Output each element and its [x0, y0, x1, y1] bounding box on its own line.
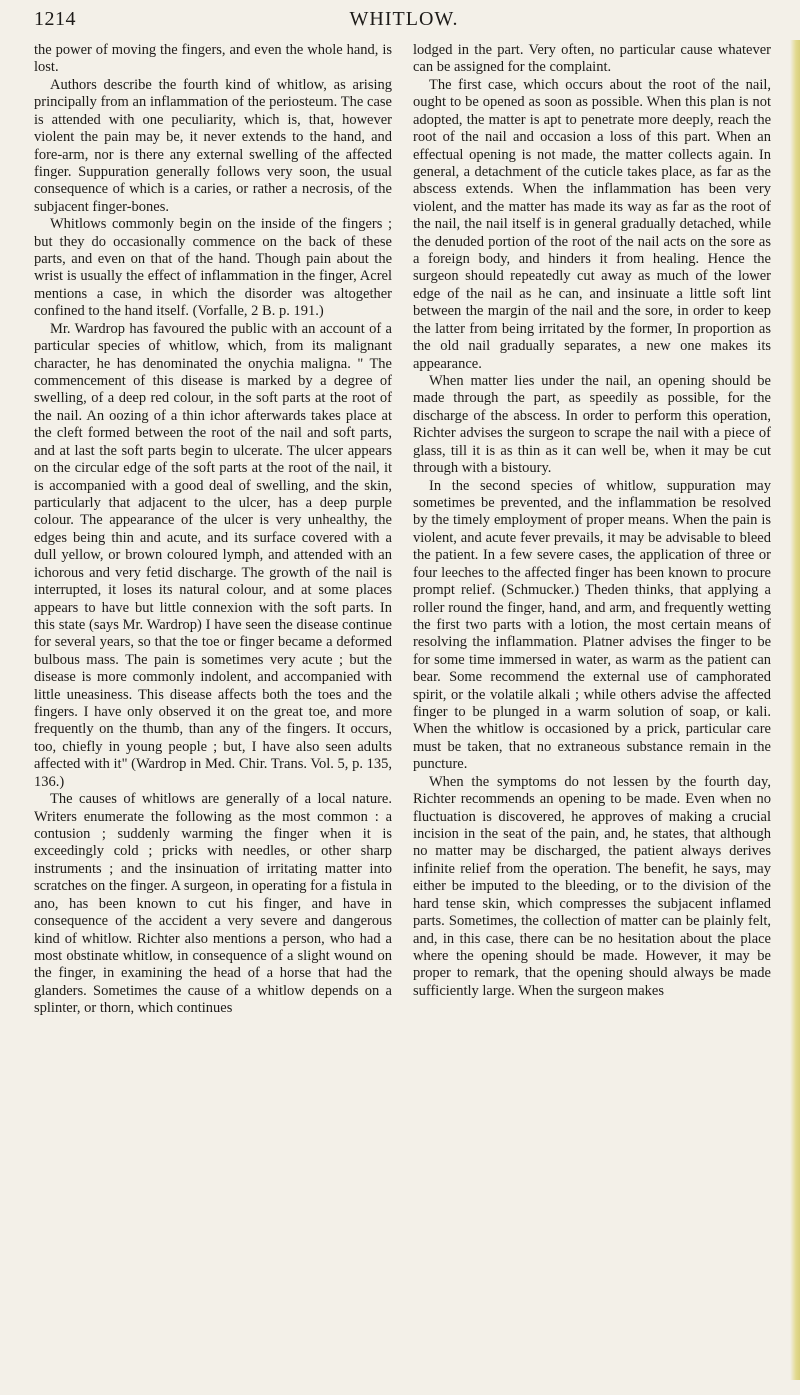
paragraph: Mr. Wardrop has favoured the public with an account of a particular species of whitlow, which, from its malignant character, he has denominated the onychia maligna. " The commencement of this disease is marked by a degree of swelling, of a deep red colour, in the soft parts at the root of the nail. An oozing of a thin ichor afterwards takes place at the cleft formed between the root of the nail and soft parts, and at last the soft parts begin to ulcerate. The ulcer appears on the circular edge of the soft parts at the root of the nail, it is accompanied with a good deal of swelling, and the skin, particularly that adjacent to the ulcer, has a deep purple colour. The appearance of the ulcer is very unhealthy, the edges being thin and acute, and its surface covered with a dull yellow, or brown coloured lymph, and attended with an ichorous and very fetid discharge. The growth of the nail is interrupted, it loses its natural colour, and at some places appears to have but little connexion with the soft parts. In this state (says Mr. Wardrop) I have seen the disease continue for several years, so that the toe or finger became a deformed bulbous mass. The pain is sometimes very acute ; but the disease is more commonly indolent, and accompanied with little uneasiness. This disease affects both the toes and the fingers. I have only observed it on the great toe, and more frequently on the thumb, than any of the fingers. It occurs, too, chiefly in young people ; but, I have also seen adults affected with it" (Wardrop in Med. Chir. Trans. Vol. 5, p. 135, 136.) — [34, 320, 392, 790]
paragraph: the power of moving the fingers, and even the whole hand, is lost. — [34, 42, 392, 76]
left-column — [34, 42, 392, 1018]
paragraph: Whitlows commonly begin on the inside of the fingers ; but they do occasionally commence on the back of these parts, and even on that of the hand. Though pain about the wrist is usually the effect of inflammation in the finger, Acrel mentions a case, in which the disorder was altogether confined to the hand itself. (Vorfalle, 2 B. p. 191.) — [34, 216, 392, 320]
page-header — [34, 8, 774, 32]
paragraph: When the symptoms do not lessen by the fourth day, Richter recommends an opening to be made. Even when no fluctuation is discovered, he approves of making a crucial incision in the seat of the pain, and, he states, that although no matter may be discharged, the patient always derives infinite relief from the operation. The benefit, he says, may either be imputed to the bleeding, or to the division of the hard tense skin, which compresses the subjacent inflamed parts. Sometimes, the collection of matter can be plainly felt, and, in this case, there can be no hesitation about the place where the opening should be made. However, it may be proper to remark, that the opening should always be made sufficiently large. When the surgeon makes — [413, 773, 771, 999]
page-number: 1214 — [34, 8, 76, 30]
paragraph: When matter lies under the nail, an opening should be made through the part, as speedily as possible, for the discharge of the abscess. In order to perform this operation, Richter advises the surgeon to scrape the nail with a piece of glass, till it is as thin as it can well be, when it may be cut through with a bistoury. — [413, 373, 771, 477]
paragraph: The first case, which occurs about the root of the nail, ought to be opened as soon as possible. When this plan is not adopted, the matter is apt to penetrate more deeply, reach the root of the nail and occasion a loss of this part. When an effectual opening is not made, the matter collects again. In general, a detachment of the cuticle takes place, as far as the abscess extends. When the inflammation has been very violent, and the matter has made its way as far as the root of the nail, the nail itself is in general gradually detached, while the denuded portion of the root of the nail acts on the sore as a foreign body, and hinders it from healing. Hence the surgeon should repeatedly cut away as much of the lower edge of the nail as he can, and insinuate a little soft lint between the margin of the nail and the sore, in order to keep the latter from being irritated by the former, In proportion as the old nail gradually separates, a new one makes its appearance. — [413, 76, 771, 372]
paragraph: lodged in the part. Very often, no particular cause whatever can be assigned for the complaint. — [413, 42, 771, 76]
paragraph: In the second species of whitlow, suppuration may sometimes be prevented, and the inflammation be resolved by the timely employment of proper means. When the pain is violent, and acute fever prevails, it may be advisable to bleed the patient. In a few severe cases, the application of three or four leeches to the affected finger has been known to procure prompt relief. (Schmucker.) Theden thinks, that applying a roller round the finger, hand, and arm, and frequently wetting the first two parts with a lotion, the most certain means of resolving the inflammation. Platner advises the finger to be for some time immersed in water, as warm as the patient can bear. Some recommend the external use of camphorated spirit, or the volatile alkali ; while others advise the affected finger to be plunged in a warm solution of soap, or kali. When the whitlow is occasioned by a prick, particular care must be taken, that no extraneous substance remain in the puncture. — [413, 477, 771, 773]
running-title: WHITLOW. — [349, 8, 459, 30]
page-edge-shading — [790, 40, 800, 1380]
right-column — [413, 42, 771, 1000]
paragraph: Authors describe the fourth kind of whitlow, as arising principally from an inflammation of the periosteum. The case is attended with one peculiarity, which is, that, however violent the pain may be, it never extends to the hand, and fore-arm, nor is there any external swelling of the affected finger. Suppuration generally follows very soon, the usual consequence of which is a caries, or rather a necrosis, of the subjacent finger-bones. — [34, 76, 392, 215]
paragraph: The causes of whitlows are generally of a local nature. Writers enumerate the following as the most common : a contusion ; suddenly warming the finger when it is exceedingly cold ; pricks with needles, or other sharp instruments ; and the insinuation of irritating matter into scratches on the finger. A surgeon, in operating for a fistula in ano, has been known to cut his finger, and have in consequence of the accident a very severe and dangerous kind of whitlow. Richter also mentions a person, who had a most obstinate whitlow, in consequence of a slight wound on the finger, in examining the head of a horse that had the glanders. Sometimes the cause of a whitlow depends on a splinter, or thorn, which continues — [34, 791, 392, 1017]
